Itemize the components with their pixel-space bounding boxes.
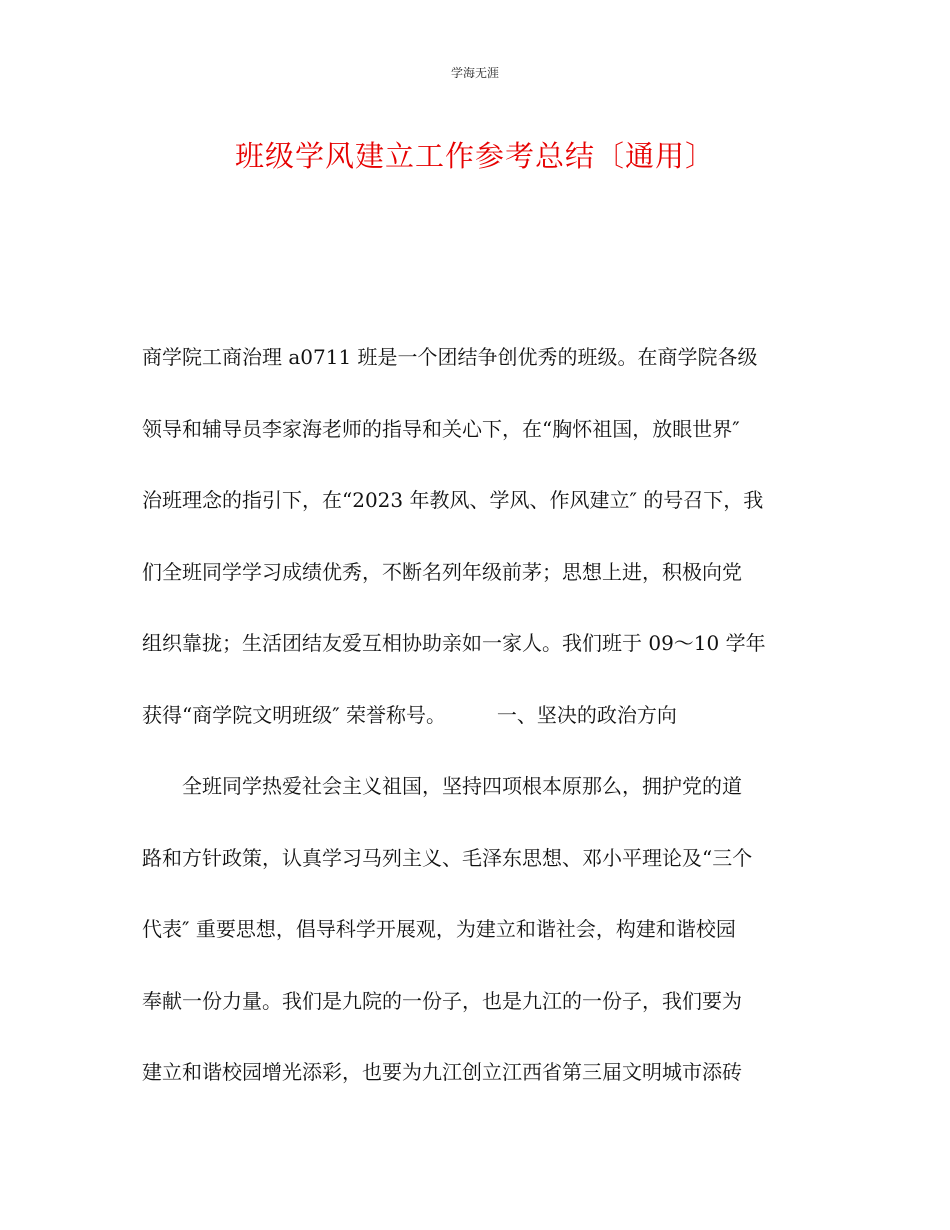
document-title: 班级学风建立工作参考总结〔通用〕 (234, 139, 715, 173)
page-header: 学海无涯 (450, 66, 499, 80)
paragraph-line: 建立和谐校园增光添彩，也要为九江创立江西省第三届文明城市添砖 (142, 1060, 742, 1084)
paragraph-line: 获得“商学院文明班级″ 荣誉称号。 一、坚决的政治方向 (142, 702, 677, 727)
paragraph-line: 代表″ 重要思想，倡导科学开展观，为建立和谐社会，构建和谐校园 (142, 917, 736, 941)
paragraph-line: 们全班同学学习成绩优秀，不断名列年级前茅；思想上进，积极向党 (142, 559, 742, 584)
paragraph-line: 组织靠拢；生活团结友爱互相协助亲如一家人。我们班于 09～10 学年 (142, 631, 766, 655)
document-body (142, 322, 808, 1109)
paragraph-line: 领导和辅导员李家海老师的指导和关心下，在“胸怀祖国，放眼世界″ (142, 416, 740, 441)
paragraph-line: 治班理念的指引下，在“2023 年教风、学风、作风建立″ 的号召下，我 (142, 488, 764, 512)
paragraph-line: 奉献一份力量。我们是九院的一份子，也是九江的一份子，我们要为 (142, 988, 742, 1013)
paragraph-line: 路和方针政策，认真学习马列主义、毛泽东思想、邓小平理论及“三个 (142, 845, 753, 870)
paragraph-line: 全班同学热爱社会主义祖国，坚持四项根本原那么，拥护党的道 (182, 774, 742, 798)
paragraph-line: 商学院工商治理 a0711 班是一个团结争创优秀的班级。在商学院各级 (142, 345, 758, 369)
